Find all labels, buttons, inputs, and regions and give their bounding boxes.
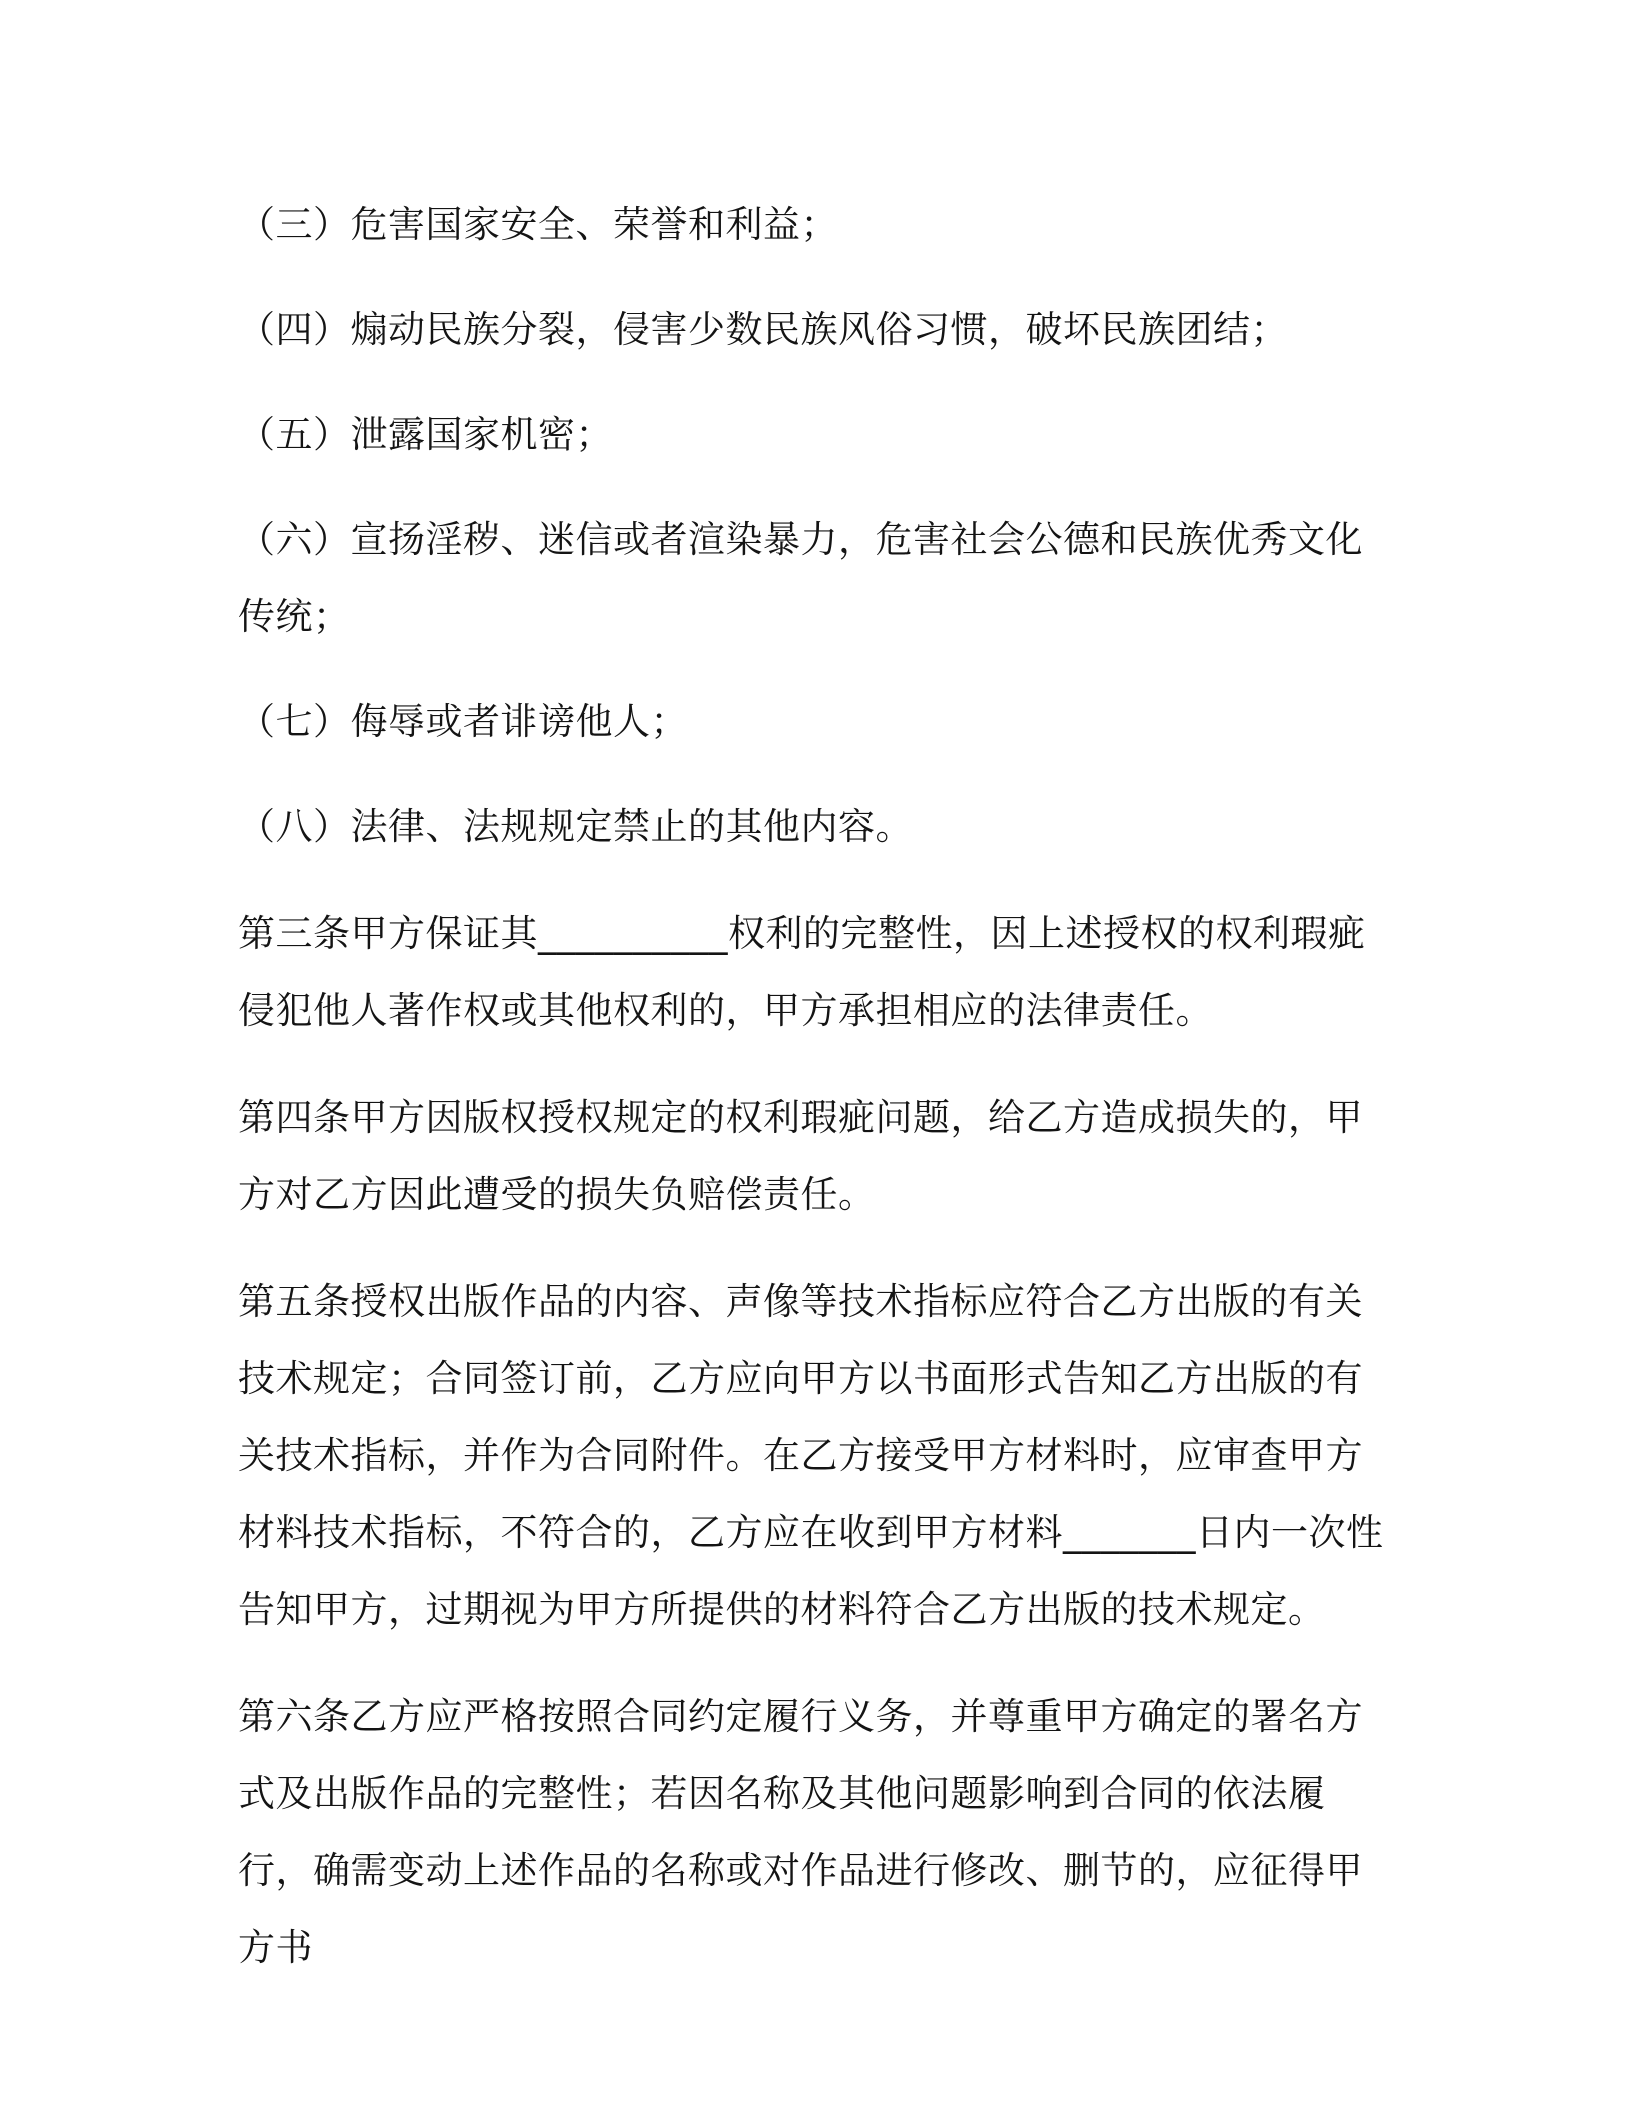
article-6: 第六条乙方应严格按照合同约定履行义务，并尊重甲方确定的署名方式及出版作品的完整性；若因名称及其他问题影响到合同的依法履行，确需变动上述作品的名称或对作品进行修改、删节的，应征得甲方书 bbox=[238, 1695, 1363, 1969]
article-3: 第三条甲方保证其__________权利的完整性，因上述授权的权利瑕疵侵犯他人著作权或其他权利的，甲方承担相应的法律责任。 bbox=[238, 912, 1366, 1032]
clause-item-8: （八）法律、法规规定禁止的其他内容。 bbox=[238, 805, 913, 848]
clause-item-6: （六）宣扬淫秽、迷信或者渲染暴力，危害社会公德和民族优秀文化传统； bbox=[238, 518, 1363, 638]
article-4: 第四条甲方因版权授权规定的权利瑕疵问题，给乙方造成损失的，甲方对乙方因此遭受的损失负赔偿责任。 bbox=[238, 1096, 1363, 1216]
clause-item-4: （四）煽动民族分裂，侵害少数民族风俗习惯，破坏民族团结； bbox=[238, 308, 1288, 351]
article-5: 第五条授权出版作品的内容、声像等技术指标应符合乙方出版的有关技术规定；合同签订前，乙方应向甲方以书面形式告知乙方出版的有关技术指标，并作为合同附件。在乙方接受甲方材料时，应审查甲方材料技术指标，不符合的，乙方应在收到甲方材料_______日内一次性告知甲方，过期视为甲方所提供的材料符合乙方出版的技术规定。 bbox=[238, 1280, 1384, 1631]
clause-item-5: （五）泄露国家机密； bbox=[238, 413, 613, 456]
document-body bbox=[238, 186, 1398, 1986]
clause-item-7: （七）侮辱或者诽谤他人； bbox=[238, 700, 688, 743]
clause-item-3: （三）危害国家安全、荣誉和利益； bbox=[238, 203, 838, 246]
